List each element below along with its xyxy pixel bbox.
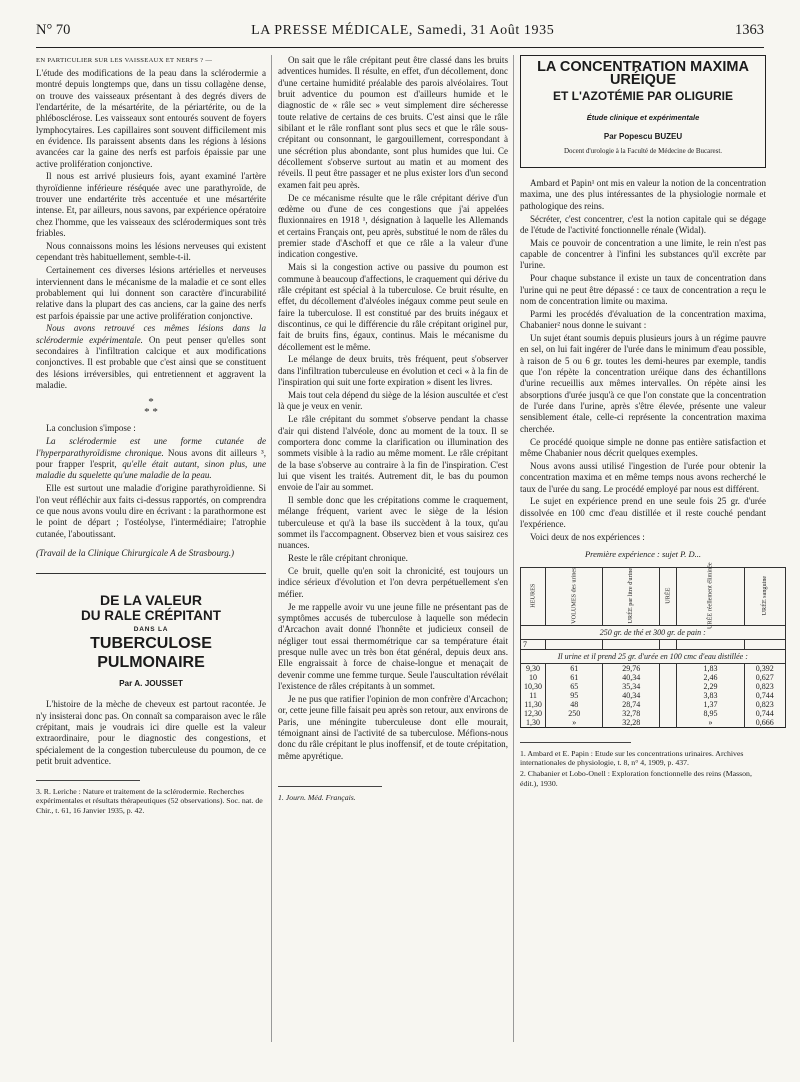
paragraph: Mais tout cela dépend du siège de la lésion auscultée et c'est là que je veux en venir. — [278, 389, 508, 412]
paragraph: Certainement ces diverses lésions artérielles et nerveuses interviennent dans le mécanisme de la maladie et ce sont elles probablement qui lui donnent son caractère d'incurabilité relative dans la plupart des cas anciens, car la gaine des nerfs est parfois épaissie par une active prolifération conjonctive. — [36, 265, 266, 321]
article-separator — [36, 573, 266, 574]
table-cell — [660, 673, 677, 682]
table-row — [521, 718, 786, 728]
title-line: DU RALE CRÉPITANT — [81, 608, 221, 624]
column-header: URÉE par litre d'urine — [603, 567, 660, 625]
table-cell: 8,95 — [677, 709, 745, 718]
table-cell: 11,30 — [521, 700, 546, 709]
article-credit: (Travail de la Clinique Chirurgicale A de Strasbourg.) — [36, 547, 235, 558]
column-header: URÉE sanguine — [744, 567, 785, 625]
table-cell — [660, 691, 677, 700]
footnotes — [36, 787, 266, 816]
paragraph: Mais si la congestion active ou passive du poumon est commune à beaucoup d'affections, le craquement qui dérive du râle crépitant est spécial à la tuberculose. Ce bruit résulte, en effet, du décollement d'alvéoles inégaux comme peut seule en faire la tuberculose. Il est constitué par des bruits inégaux et discontinus, ce qui le différencie du râle crépitant originel pur, fait de bruits fins, égaux, continus. Mais le mécanisme du décollement est le même. — [278, 262, 508, 352]
table-cell: 32,78 — [603, 709, 660, 718]
column-right — [520, 55, 774, 790]
table-cell — [660, 709, 677, 718]
paragraph: Le mélange de deux bruits, très fréquent, peut s'observer dans l'infiltration tuberculeuse en évolution et ceci « à la fin de l'inspiration qui suit une forte expiration » disent les livres. — [278, 354, 508, 388]
table-row — [521, 649, 786, 663]
table-cell: 10,30 — [521, 682, 546, 691]
table-cell — [744, 639, 785, 649]
table-cell: 61 — [546, 663, 603, 673]
title-line: TUBERCULOSE PULMONAIRE — [90, 635, 212, 671]
table-cell — [677, 639, 745, 649]
table-header-row — [521, 567, 786, 625]
journal-title: LA PRESSE MÉDICALE, Samedi, 31 Août 1935 — [251, 23, 555, 38]
table-row — [521, 691, 786, 700]
table-cell: 95 — [546, 691, 603, 700]
table-cell: 1,30 — [521, 718, 546, 728]
title-line: URÉIQUE — [609, 72, 677, 89]
article-byline: Par Popescu BUZEU — [603, 132, 683, 142]
footnote-rule — [520, 742, 631, 743]
paragraph — [36, 436, 266, 481]
paragraph-text: On peut penser qu'elles sont secondaires à l'infiltration calcique et aux modifications conjonctives. Il est probable que c'est ainsi que se constituent des lésions irréversibles, qui entretiennent et aggravent la maladie. — [36, 334, 266, 391]
table-cell: 7 — [521, 639, 546, 649]
table-cell: 10 — [521, 673, 546, 682]
paragraph: Sécréter, c'est concentrer, c'est la notion capitale qui se dégage de l'étude de l'activité fonctionnelle rénale (Widal). — [520, 213, 766, 235]
column-divider — [271, 55, 272, 1042]
paragraph: Elle est surtout une maladie d'origine parathyroïdienne. Si l'on veut réfléchir aux faits ci-dessus rapportés, on comprendra ce que nous avons voulu dire en écrivant : la parathormone est le point de départ ; l'ostéolyse, l'intermédiaire; l'atrophie cutanée, l'aboutissant. — [36, 483, 266, 539]
footnotes — [520, 749, 766, 789]
table-row — [521, 709, 786, 718]
table-cell: 40,34 — [603, 691, 660, 700]
table-cell: 0,392 — [744, 663, 785, 673]
table-cell: 61 — [546, 673, 603, 682]
table-note: Il urine et il prend 25 gr. d'urée en 100 cmc d'eau distillée : — [521, 649, 786, 663]
paragraph: On sait que le râle crépitant peut être classé dans les bruits adventices humides. Il résulte, en effet, d'un décollement, donc d'une certaine humidité préalable des parois alvéolaires. Tout bruit adventice du poumon est d'ailleurs humide et le diagnostic de « râle sec » veut simplement dire sécheresse toute relative de certains de ces bruits. C'est ainsi que le râle sibilant et le râle ronflant sont plus secs et que le râle sous-crépitant ou consonnant, le gargouillement, correspondant à une sécrétion plus abondante, sont plus humides que lui. Ce décollement s'observe surtout au matin et au moment des réveils. Il peut être passager et ne plus exister lors d'un second examen fait peu après. — [278, 55, 508, 190]
footnote-rule — [278, 786, 382, 787]
footnote: 3. R. Leriche : Nature et traitement de la sclérodermie. Recherches expérimentales et résultats thérapeutiques (52 observations). Soc. nat. de Chir., t. 61, 16 Janvier 1935, p. 42. — [36, 786, 263, 815]
table-cell — [660, 718, 677, 728]
paragraph: Il semble donc que les crépitations comme le craquement, mélange fréquent, varient avec le siège de la lésion tuberculeuse et qu'à la base ils succèdent à la toux, qu'au sommet ils l'accompagnent. Observez bien et vous saisirez ces nuances. — [278, 495, 508, 551]
table-row — [521, 639, 786, 649]
column-header: URÉE — [660, 567, 677, 625]
paragraph — [36, 323, 266, 391]
paragraph: Je ne pus que ratifier l'opinion de mon confrère d'Arcachon; or, cette jeune fille faisait peu après son retour, aux environs de Paris, une méningite tuberculeuse dont elle mourait, témoignant ainsi de l'activité de sa tuberculose. Méfions-nous donc du râle crépitant le plus inoffensif, et de toute crépitation, même apyrétique. — [278, 693, 508, 761]
table-cell: 0,627 — [744, 673, 785, 682]
table-note: 250 gr. de thé et 300 gr. de pain : — [521, 625, 786, 639]
header-rule — [36, 47, 764, 48]
table-row — [521, 663, 786, 673]
table-cell — [660, 682, 677, 691]
paragraph: Ce bruit, quelle qu'en soit la chronicité, est toujours un indice sérieux d'évolution et l'on devra perpétuellement s'en méfier. — [278, 566, 508, 599]
article-title-box — [520, 55, 766, 168]
table-cell: 1,37 — [677, 700, 745, 709]
table-cell: 32,28 — [603, 718, 660, 728]
paragraph: Il nous est arrivé plusieurs fois, ayant examiné l'artère thyroïdienne inférieure réséquée avec une parathyroïde, de trouver une endartérite très accentuée et une mésartérite intense. Et, par ailleurs, nous savons, par expérience opératoire chez l'homme, que les vaisseaux des sclérodermiques sont très friables. — [36, 171, 266, 239]
table-cell: » — [546, 718, 603, 728]
italic-text: La sclérodermie est une forme cutanée de l'hyperparathyroïdisme chronique. — [36, 436, 266, 458]
paragraph-text: Nous avons dit ailleurs ³, pour frapper l'esprit, — [36, 447, 266, 469]
table-cell: 0,666 — [744, 718, 785, 728]
column-header: URÉE réellement éliminée — [677, 567, 745, 625]
table-cell: 48 — [546, 700, 603, 709]
table-cell: 40,34 — [603, 673, 660, 682]
column-header: HEURES — [521, 567, 546, 625]
table-cell: 3,83 — [677, 691, 745, 700]
table-cell — [546, 639, 603, 649]
italic-text: qu'elle était autant, sinon plus, une maladie du squelette qu'une maladie de la peau. — [36, 459, 266, 481]
paragraph: Ambard et Papin¹ ont mis en valeur la notion de la concentration maxima, une des plus intéressantes de la physiologie normale et pathologique des reins. — [520, 178, 766, 211]
table-cell: 35,34 — [603, 682, 660, 691]
table-body — [521, 625, 786, 727]
column-divider — [513, 55, 514, 1042]
table-cell: 2,29 — [677, 682, 745, 691]
article-title — [36, 592, 266, 672]
page-number: 1363 — [734, 22, 764, 38]
table-row — [521, 625, 786, 639]
table-cell: 250 — [546, 709, 603, 718]
table-cell: 12,30 — [521, 709, 546, 718]
table-cell: » — [677, 718, 745, 728]
paragraph: Reste le râle crépitant chronique. — [288, 553, 408, 564]
footnotes — [278, 793, 508, 803]
table-cell: 28,74 — [603, 700, 660, 709]
column-header: VOLUMES des urines — [546, 567, 603, 625]
table-row — [521, 700, 786, 709]
paragraph: Nous avons aussi utilisé l'ingestion de l'urée pour obtenir la concentration maxima et en même temps nous avons recherché le taux de l'urée du sang. Le procédé employé par nous est différent. — [520, 460, 766, 494]
footnote-rule — [36, 780, 140, 781]
paragraph: L'étude des modifications de la peau dans la sclérodermie a montré depuis longtemps que, dans un tissu collagène dense, on trouve des vaisseaux présentant à des degrés divers de l'endartérite, de la mésartérite, de la périartérite, ou de la phlébosclérose. Les vaisseaux sont entourés souvent de foyers lymphocytaires. Les capillaires sont souvent difficilement mis en évidence. Ils paraissent absents dans les régions à lésions avancées car la gaine des nerfs est parfois épaissie par une active prolifération conjonctive. — [36, 67, 266, 169]
issue-number: N° 70 — [36, 22, 71, 38]
table-cell: 0,823 — [744, 700, 785, 709]
table-caption: Première expérience : sujet P. D... — [584, 549, 702, 560]
asterism-top: * — [148, 396, 154, 409]
table-cell — [660, 639, 677, 649]
paragraph: Voici deux de nos expériences : — [530, 531, 645, 542]
experiment-table — [520, 562, 786, 728]
table-cell — [660, 663, 677, 673]
paragraph: Ce procédé quoique simple ne donne pas entière satisfaction et même Chabanier nous décrit quelques exemples. — [520, 436, 766, 458]
table-cell: 0,744 — [744, 709, 785, 718]
table-cell: 11 — [521, 691, 546, 700]
title-line: LA CONCENTRATION MAXIMA — [537, 59, 749, 75]
paragraph: Parmi les procédés d'évaluation de la concentration maxima, Chabanier² nous donne le suivant : — [520, 308, 766, 331]
table-cell: 2,46 — [677, 673, 745, 682]
title-line: ET L'AZOTÉMIE PAR OLIGURIE — [553, 88, 733, 103]
italic-text: Nous avons retrouvé ces mêmes lésions dans la sclérodermie expérimentale. — [36, 323, 266, 345]
table-cell: 0,744 — [744, 691, 785, 700]
paragraph: Pour chaque substance il existe un taux de concentration dans l'urine qui ne peut être dépassé : ce taux de concentration a reçu le nom de concentration limite ou maxima. — [520, 273, 766, 306]
section-lead: EN PARTICULIER SUR LES VAISSEAUX ET NERFS ? — — [36, 57, 213, 64]
author-affiliation: Docent d'urologie à la Faculté de Médecine de Bucarest. — [563, 146, 723, 155]
title-line: DANS LA — [133, 625, 169, 633]
table-cell — [660, 700, 677, 709]
table-row — [521, 682, 786, 691]
table-cell — [603, 639, 660, 649]
footnote: 1. Ambard et E. Papin : Etude sur les concentrations urinaires. Archives internationales de physiologie, t. 8, n° 4, 1909, p. 437. — [520, 748, 744, 768]
column-left — [36, 55, 266, 817]
paragraph: Nous connaissons moins les lésions nerveuses qui existent cependant très habituellement, semble-t-il. — [36, 241, 266, 263]
table-cell: 65 — [546, 682, 603, 691]
article-byline: Par A. JOUSSET — [119, 679, 183, 689]
column-middle — [278, 55, 508, 804]
paragraph: Le râle crépitant du sommet s'observe pendant la chasse d'air qui distend l'alvéole, donc au moment de la toux. Il se comportera donc comme la clarification ou illumination des sommets visible à la radio au même moment. Le râle crépitant de la base s'observe au contraire à la fin de l'inspiration. C'est lui que visent les traités. Autrement dit, le bas du poumon envoie de l'air au sommet. — [278, 414, 508, 493]
paragraph: Le sujet en expérience prend en une seule fois 25 gr. d'urée dissolvée en 100 cmc d'eau distillée et il reste couché pendant l'expérience. — [520, 496, 766, 530]
footnote: 1. Journ. Méd. Français. — [278, 792, 356, 802]
table-cell: 1,83 — [677, 663, 745, 673]
paragraph: Un sujet étant soumis depuis plusieurs jours à un régime pauvre en sel, on lui fait ingérer de l'urée dans le minimum d'eau possible, à raison de 5 ou 6 gr. toutes les demi-heures par exemple, tandis que l'on répète la concentration uréique dans des échantillons d'urine recueillis aux mêmes intervalles. On répète ainsi les absorptions d'urée jusqu'à ce que l'on constate que la concentration de l'urée dans l'urine, après s'être élevée, présente une valeur sensiblement étale, celle-ci représente la concentration maxima cherchée. — [520, 333, 766, 434]
paragraph: La conclusion s'impose : — [46, 423, 136, 434]
paragraph: L'histoire de la mèche de cheveux est partout racontée. Je n'y insisterai donc pas. On connaît sa comparaison avec le râle crépitant, mais je voudrais ici dire quelle est la valeur extraordinaire, pour le diagnostic des congestions, et spécialement de la congestion tuberculeuse du poumon, de ce petit bruit adventice. — [36, 699, 266, 767]
paragraph: Je me rappelle avoir vu une jeune fille ne présentant pas de symptômes accusés de tuberculose à laquelle son médecin d'Arcachon avait donné l'honnête et judicieux conseil de négliger tout essai thermométrique car sa température était presque nulle avec un très bon état général, depuis deux ans. Elle engraissait à force de chaise-longue et menaçait de devenir comme une femme turque. Seule l'auscultation révélait l'existence de râles crépitants à un sommet. — [278, 601, 508, 692]
table-cell: 0,823 — [744, 682, 785, 691]
paragraph: Mais ce pouvoir de concentration a une limite, le rein n'est pas capable de concentrer à l'infini les substances qu'il excrète par l'urine. — [520, 237, 766, 271]
table-row — [521, 673, 786, 682]
paragraph: De ce mécanisme résulte que le râle crépitant dérive d'un œdème ou d'une de ces congestions que j'ai appelées fluxionnaires en 1918 ¹, désignation à laquelle les Allemands et certains Français ont, peu après, substitué le nom de râles du premier stade d'Aschoff et que ce râle a la valeur d'une indication congestive. — [278, 192, 508, 260]
asterism — [36, 397, 266, 417]
asterism-bottom: * * — [144, 406, 158, 419]
article-subtitle: Étude clinique et expérimentale — [586, 113, 700, 123]
table-cell: 9,30 — [521, 663, 546, 673]
table-cell: 29,76 — [603, 663, 660, 673]
footnote: 2. Chabanier et Lobo-Onell : Exploration fonctionnelle des reins (Masson, édit.), 1930. — [520, 769, 752, 788]
page-header — [36, 22, 764, 44]
title-line: DE LA VALEUR — [100, 592, 202, 609]
